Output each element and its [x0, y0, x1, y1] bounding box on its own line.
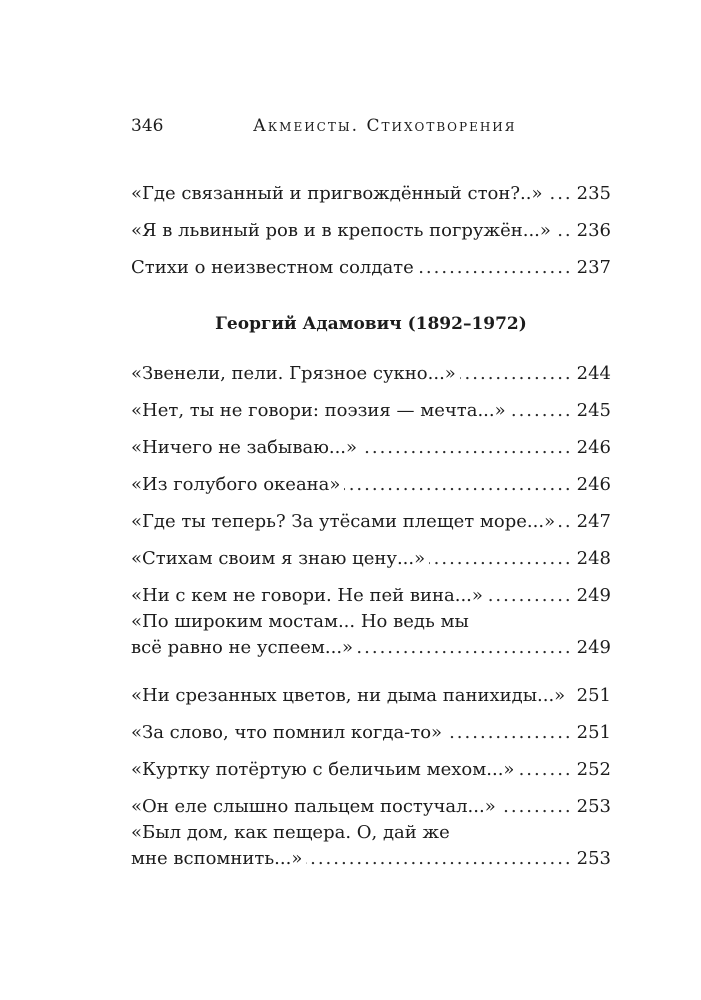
leader-dots: [487, 583, 573, 609]
leader-dots: [500, 794, 573, 820]
toc-entry: [131, 170, 611, 207]
running-title: Акмеисты. Стихотворения: [253, 116, 517, 136]
toc-entry-page: 253: [576, 796, 611, 817]
toc-list-top: [131, 170, 611, 281]
leader-dots: [446, 720, 573, 746]
toc-entry-page: 249: [576, 637, 611, 658]
toc-entry: [131, 244, 611, 281]
toc-entry-title: «Где ты теперь? За утёсами плещет море...»: [131, 511, 556, 532]
leader-dots: [569, 683, 572, 709]
toc-entry-page: 251: [576, 722, 611, 743]
toc-entry: [131, 535, 611, 572]
leader-dots: [361, 435, 573, 461]
toc-entry-title: «Ничего не забываю...»: [131, 437, 358, 458]
toc-entry-page: 236: [576, 220, 611, 241]
toc-entry: [131, 709, 611, 746]
toc-entry-title: «Я в львиный ров и в крепость погружён...»: [131, 220, 551, 241]
toc-entry-last-line: [131, 846, 611, 872]
toc-entry-multiline: [131, 609, 611, 672]
leader-dots: [418, 255, 573, 281]
toc-entry-page: 251: [576, 685, 611, 706]
toc-entry-page: 253: [576, 848, 611, 869]
toc-entry-last-line: [131, 635, 611, 661]
toc-entry: [131, 783, 611, 820]
leader-dots: [518, 757, 572, 783]
toc-entry: [131, 387, 611, 424]
toc-entry-page: 245: [576, 400, 611, 421]
toc-entry-title: «Куртку потёртую с беличьим мехом...»: [131, 759, 515, 780]
toc-entry: [131, 424, 611, 461]
toc-list-section: [131, 350, 611, 883]
toc-entry-page: 252: [576, 759, 611, 780]
toc-entry: [131, 350, 611, 387]
toc-entry-title: «Ни с кем не говори. Не пей вина...»: [131, 585, 483, 606]
toc-entry: [131, 207, 611, 244]
toc-entry-page: 235: [576, 183, 611, 204]
toc-entry-title-line1: «По широким мостам... Но ведь мы: [131, 611, 469, 632]
toc-entry: [131, 746, 611, 783]
leader-dots: [357, 635, 573, 661]
toc-entry-page: 248: [576, 548, 611, 569]
leader-dots: [460, 361, 573, 387]
toc-entry: [131, 461, 611, 498]
toc-entry-title: «Где связанный и пригвождённый стон?..»: [131, 183, 543, 204]
leader-dots: [547, 181, 573, 207]
leader-dots: [559, 509, 573, 535]
toc-entry-title: Стихи о неизвестном солдате: [131, 257, 414, 278]
toc-entry: [131, 672, 611, 709]
leader-dots: [306, 846, 572, 872]
leader-dots: [555, 218, 573, 244]
toc-entry: [131, 572, 611, 609]
toc-entry-title-line2: всё равно не успеем...»: [131, 637, 354, 658]
page-number: 346: [131, 116, 164, 136]
toc-entry-multiline: [131, 820, 611, 883]
toc-entry: [131, 498, 611, 535]
toc-entry-page: 249: [576, 585, 611, 606]
page-header: [131, 116, 611, 140]
toc-entry-title: «Он еле слышно пальцем постучал...»: [131, 796, 496, 817]
toc-entry-title: «За слово, что помнил когда-то»: [131, 722, 443, 743]
leader-dots: [344, 472, 572, 498]
toc-entry-page: 244: [576, 363, 611, 384]
toc-entry-page: 246: [576, 437, 611, 458]
leader-dots: [510, 398, 573, 424]
toc-entry-title: «Нет, ты не говори: поэзия — мечта...»: [131, 400, 506, 421]
section-heading: Георгий Адамович (1892–1972): [215, 314, 527, 334]
toc-entry-title: «Ни срезанных цветов, ни дыма панихиды...»: [131, 685, 566, 706]
toc-entry-title-line2: мне вспомнить...»: [131, 848, 303, 869]
toc-entry-title: «Из голубого океана»: [131, 474, 341, 495]
toc-entry-title-line1: «Был дом, как пещера. О, дай же: [131, 822, 450, 843]
toc-entry-title: «Звенели, пели. Грязное сукно...»: [131, 363, 456, 384]
leader-dots: [429, 546, 573, 572]
toc-entry-title: «Стихам своим я знаю цену...»: [131, 548, 426, 569]
toc-entry-page: 246: [576, 474, 611, 495]
toc-entry-page: 247: [576, 511, 611, 532]
toc-entry-page: 237: [576, 257, 611, 278]
